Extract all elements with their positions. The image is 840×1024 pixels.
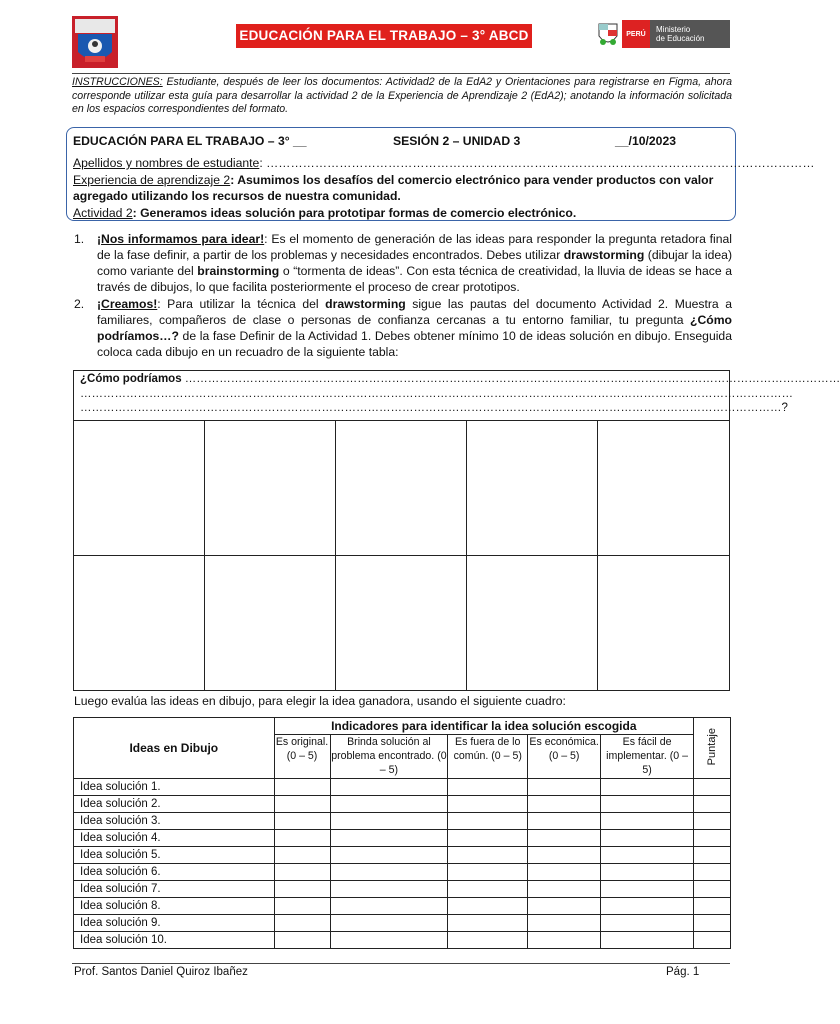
crit-economic: Es económica. (0 – 5) — [528, 735, 601, 779]
score-cell[interactable] — [601, 779, 694, 796]
score-cell[interactable] — [528, 830, 601, 847]
score-cell[interactable] — [601, 932, 694, 949]
score-cell[interactable] — [448, 864, 528, 881]
score-cell[interactable] — [274, 915, 330, 932]
score-cell[interactable] — [528, 898, 601, 915]
idea-label: Idea solución 7. — [74, 881, 275, 898]
score-cell[interactable] — [274, 779, 330, 796]
score-cell[interactable] — [528, 847, 601, 864]
idea-label: Idea solución 10. — [74, 932, 275, 949]
table-row — [74, 830, 731, 847]
crit-easy: Es fácil de implementar. (0 – 5) — [601, 735, 694, 779]
score-cell[interactable] — [330, 830, 448, 847]
idea-label: Idea solución 5. — [74, 847, 275, 864]
table-row — [74, 932, 731, 949]
table-row — [74, 915, 731, 932]
score-cell[interactable] — [274, 847, 330, 864]
table-row — [74, 864, 731, 881]
score-cell[interactable] — [448, 932, 528, 949]
drawing-cell[interactable] — [336, 556, 467, 691]
score-cell[interactable] — [448, 847, 528, 864]
crit-uncommon: Es fuera de lo común. (0 – 5) — [448, 735, 528, 779]
score-cell[interactable] — [528, 813, 601, 830]
score-cell[interactable] — [448, 881, 528, 898]
evaluation-intro: Luego evalúa las ideas en dibujo, para elegir la idea ganadora, usando el siguiente cuadro: — [74, 694, 566, 708]
total-cell[interactable] — [694, 779, 731, 796]
drawing-cell[interactable] — [467, 556, 598, 691]
score-cell[interactable] — [601, 847, 694, 864]
step-1: 1. ¡Nos informamos para idear!: Es el momento de generación de las ideas para responder la pregunta retadora final de la fase definir, a partir de los problemas y necesidades encontrados. Debes utilizar drawstorming (dibujar la idea) como variante del brainstorming o “tormenta de ideas”. Con esta técnica de creatividad, la lluvia de ideas se hace a través de dibujos, lo que facilita posteriormente el proceso de crear prototipos. — [74, 232, 732, 294]
score-cell[interactable] — [448, 796, 528, 813]
table-row — [74, 898, 731, 915]
total-cell[interactable] — [694, 864, 731, 881]
score-cell[interactable] — [601, 898, 694, 915]
score-cell[interactable] — [528, 796, 601, 813]
score-cell[interactable] — [601, 881, 694, 898]
date-label: __/10/2023 — [615, 134, 676, 148]
idea-label: Idea solución 1. — [74, 779, 275, 796]
idea-label: Idea solución 2. — [74, 796, 275, 813]
crit-original: Es original. (0 – 5) — [274, 735, 330, 779]
score-cell[interactable] — [528, 881, 601, 898]
footer-divider — [72, 963, 730, 964]
idea-label: Idea solución 3. — [74, 813, 275, 830]
score-cell[interactable] — [528, 779, 601, 796]
score-header: Puntaje — [694, 718, 731, 779]
course-label: EDUCACIÓN PARA EL TRABAJO – 3° __ — [73, 134, 307, 148]
score-cell[interactable] — [448, 915, 528, 932]
score-cell[interactable] — [448, 813, 528, 830]
footer-author: Prof. Santos Daniel Quiroz Ibañez — [74, 966, 248, 978]
score-cell[interactable] — [528, 932, 601, 949]
table-row — [74, 881, 731, 898]
score-cell[interactable] — [274, 932, 330, 949]
score-cell[interactable] — [330, 779, 448, 796]
instructions: INSTRUCCIONES: Estudiante, después de leer los documentos: Actividad2 de la EdA2 y Orientaciones para registrarse en Figma, ahora corresponde utilizar esta guía para desarrollar la actividad 2 de la Experiencia de Aprendizaje 2 (EdA2); anotando la información solicitada en los espacios correspondientes del formato. — [72, 76, 732, 115]
peru-label: PERÚ — [622, 20, 650, 48]
score-cell[interactable] — [274, 881, 330, 898]
evaluation-table — [73, 717, 731, 949]
total-cell[interactable] — [694, 847, 731, 864]
total-cell[interactable] — [694, 932, 731, 949]
score-cell[interactable] — [601, 915, 694, 932]
score-cell[interactable] — [274, 796, 330, 813]
drawing-cell[interactable] — [336, 421, 467, 556]
document-title: EDUCACIÓN PARA EL TRABAJO – 3° ABCD — [236, 24, 532, 48]
experience-line: Experiencia de aprendizaje 2: Asumimos los desafíos del comercio electrónico para vender productos con valor agregado utilizando los recursos de nuestra comunidad. — [73, 173, 714, 203]
total-cell[interactable] — [694, 915, 731, 932]
score-cell[interactable] — [528, 915, 601, 932]
school-logo — [72, 16, 118, 68]
score-cell[interactable] — [330, 898, 448, 915]
total-cell[interactable] — [694, 898, 731, 915]
drawing-cell[interactable] — [74, 421, 205, 556]
score-cell[interactable] — [330, 932, 448, 949]
score-cell[interactable] — [274, 830, 330, 847]
ministry-label: Ministerio de Educación — [650, 20, 730, 48]
activity-line: Actividad 2: Generamos ideas solución para prototipar formas de comercio electrónico. — [73, 206, 577, 220]
score-cell[interactable] — [601, 830, 694, 847]
score-cell[interactable] — [330, 864, 448, 881]
score-cell[interactable] — [330, 881, 448, 898]
drawing-cell[interactable] — [74, 556, 205, 691]
total-cell[interactable] — [694, 813, 731, 830]
step-2: 2. ¡Creamos!: Para utilizar la técnica del drawstorming sigue las pautas del documento Actividad 2. Muestra a familiares, compañeros de clase o personas de confianza cercanas a tu entorno familiar, tu pregunta ¿Cómo podríamos…? de la fase Definir de la Actividad 1. Debes obtener mínimo 10 de ideas solución en dibujo. Enseguida coloca cada dibujo en un recuadro de la siguiente tabla: — [74, 297, 733, 359]
header-divider — [72, 73, 730, 74]
score-cell[interactable] — [330, 847, 448, 864]
table-row — [74, 796, 731, 813]
col-ideas-header: Ideas en Dibujo — [74, 718, 275, 779]
drawing-cell[interactable] — [598, 421, 729, 556]
drawing-grid — [73, 420, 730, 691]
score-cell[interactable] — [274, 898, 330, 915]
student-name-field[interactable]: Apellidos y nombres de estudiante: ……………………………………………………………………………………………………………………… — [73, 156, 815, 170]
score-cell[interactable] — [601, 796, 694, 813]
session-label: SESIÓN 2 – UNIDAD 3 — [393, 134, 521, 148]
minedu-logo — [596, 20, 730, 48]
indicators-header: Indicadores para identificar la idea solución escogida — [274, 718, 693, 735]
page-number: Pág. 1 — [666, 966, 700, 978]
score-cell[interactable] — [330, 915, 448, 932]
question-field[interactable]: ¿Cómo podríamos ……………………………………………………………………………………………………………………………………………………… …………………………………………………………………………………………………………………………………………………………………… …………………………………………………………………………………………………………………………………………………………………? — [73, 370, 730, 420]
drawing-cell[interactable] — [205, 421, 336, 556]
score-cell[interactable] — [528, 864, 601, 881]
idea-label: Idea solución 4. — [74, 830, 275, 847]
drawing-cell[interactable] — [205, 556, 336, 691]
score-cell[interactable] — [601, 813, 694, 830]
score-cell[interactable] — [330, 796, 448, 813]
table-row — [74, 847, 731, 864]
table-row — [74, 779, 731, 796]
score-cell[interactable] — [274, 864, 330, 881]
table-row — [74, 813, 731, 830]
total-cell[interactable] — [694, 830, 731, 847]
total-cell[interactable] — [694, 796, 731, 813]
drawing-cell[interactable] — [467, 421, 598, 556]
score-cell[interactable] — [330, 813, 448, 830]
idea-label: Idea solución 9. — [74, 915, 275, 932]
score-cell[interactable] — [601, 864, 694, 881]
score-cell[interactable] — [274, 813, 330, 830]
crit-solution: Brinda solución al problema encontrado. (0 – 5) — [330, 735, 448, 779]
idea-label: Idea solución 6. — [74, 864, 275, 881]
score-cell[interactable] — [448, 898, 528, 915]
total-cell[interactable] — [694, 881, 731, 898]
peru-shield-icon — [596, 20, 620, 48]
score-cell[interactable] — [448, 830, 528, 847]
idea-label: Idea solución 8. — [74, 898, 275, 915]
score-cell[interactable] — [448, 779, 528, 796]
drawing-cell[interactable] — [598, 556, 729, 691]
